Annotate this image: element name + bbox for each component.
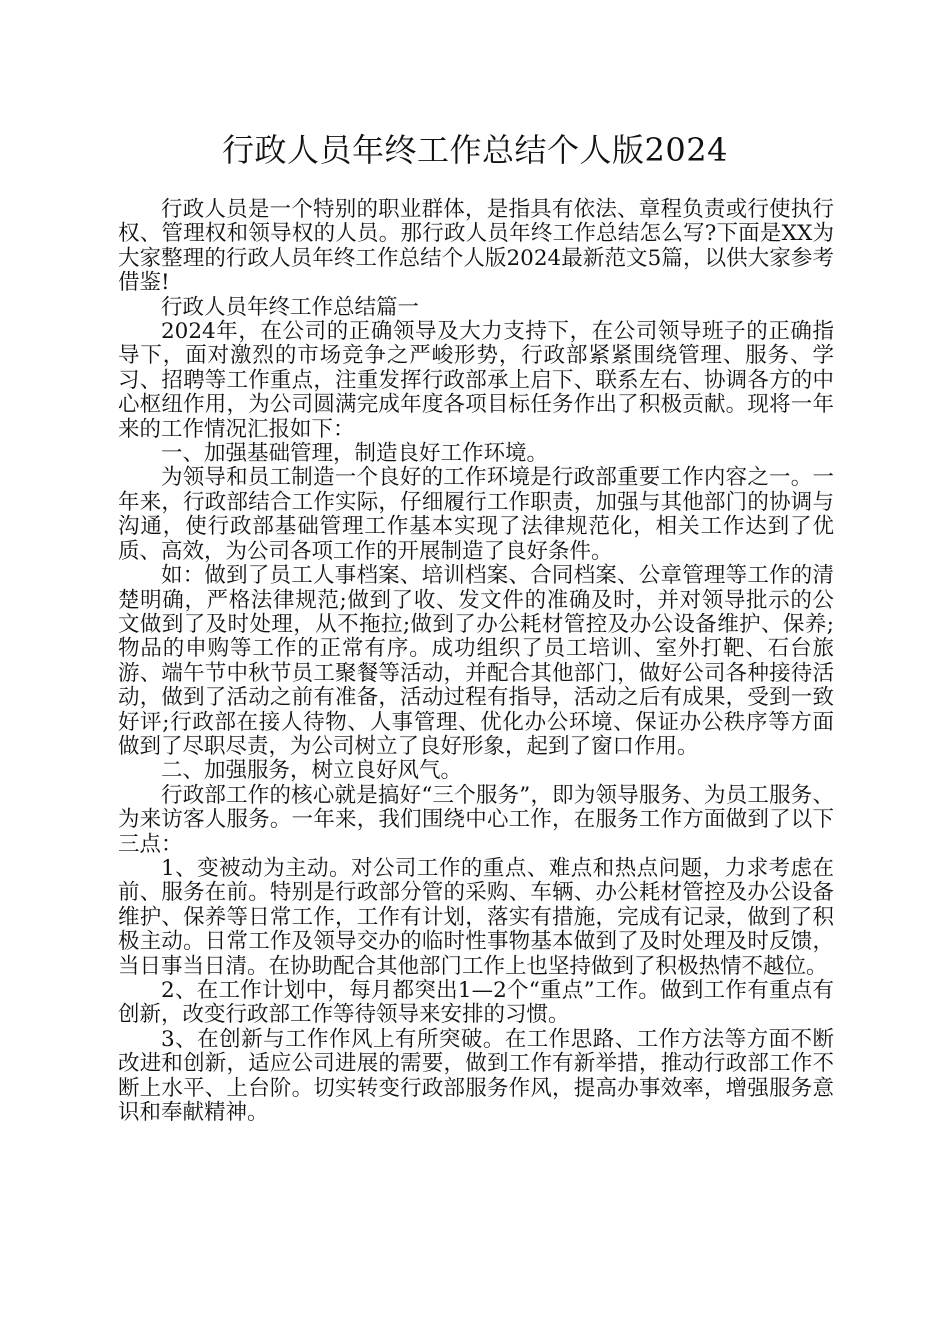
list-item: 1、变被动为主动。对公司工作的重点、难点和热点问题，力求考虑在前、服务在前。特别是行政部分管的采购、车辆、办公耗材管控及办公设备维护、保养等日常工作，工作有计划，落实有措施，完成有记录，做到了积极主动。日常工作及领导交办的临时性事物基本做到了及时处理及时反馈，当日事当日清。在协助配合其他部门工作上也坚持做到了积极热情不越位。 — [118, 855, 834, 979]
document-body — [118, 198, 834, 1125]
body-paragraph: 如：做到了员工人事档案、培训档案、合同档案、公章管理等工作的清楚明确，严格法律规范;做到了收、发文件的准确及时，并对领导批示的公文做到了及时处理，从不拖拉;做到了办公耗材管控及办公设备维护、保养;物品的申购等工作的正常有序。成功组织了员工培训、室外打靶、石台旅游、端午节中秋节员工聚餐等活动，并配合其他部门，做好公司各种接待活动，做到了活动之前有准备，活动过程有指导，活动之后有成果，受到一致好评;行政部在接人待物、人事管理、优化办公环境、保证办公秩序等方面做到了尽职尽责，为公司树立了良好形象，起到了窗口作用。 — [118, 563, 834, 759]
page-title: 行政人员年终工作总结个人版2024 — [222, 131, 728, 169]
body-paragraph: 行政部工作的核心就是搞好“三个服务”，即为领导服务、为员工服务、为来访客人服务。一年来，我们围绕中心工作，在服务工作方面做到了以下三点： — [118, 782, 834, 857]
list-item: 3、在创新与工作作风上有所突破。在工作思路、工作方法等方面不断改进和创新，适应公司进展的需要，做到工作有新举措，推动行政部工作不断上水平、上台阶。切实转变行政部服务作风，提高办事效率，增强服务意识和奉献精神。 — [118, 1026, 834, 1126]
body-paragraph: 为领导和员工制造一个良好的工作环境是行政部重要工作内容之一。一年来，行政部结合工作实际，仔细履行工作职责，加强与其他部门的协调与沟通，使行政部基础管理工作基本实现了法律规范化，相关工作达到了优质、高效，为公司各项工作的开展制造了良好条件。 — [118, 465, 834, 564]
body-paragraph: 2024年，在公司的正确领导及大力支持下，在公司领导班子的正确指导下，面对激烈的市场竞争之严峻形势，行政部紧紧围绕管理、服务、学习、招聘等工作重点，注重发挥行政部承上启下、联系左右、协调各方的中心枢纽作用，为公司圆满完成年度各项目标任务作出了积极贡献。现将一年来的工作情况汇报如下： — [118, 319, 834, 442]
subsection-heading: 二、加强服务，树立良好风气。 — [161, 758, 463, 784]
intro-paragraph: 行政人员是一个特别的职业群体，是指具有依法、章程负责或行使执行权、管理权和领导权的人员。那行政人员年终工作总结怎么写?下面是XX为大家整理的行政人员年终工作总结个人版2024最新范文5篇，以供大家参考借鉴! — [118, 197, 834, 296]
list-item: 2、在工作计划中，每月都突出1—2个“重点”工作。做到工作有重点有创新，改变行政部工作等待领导来安排的习惯。 — [118, 978, 834, 1028]
subsection-heading: 一、加强基础管理，制造良好工作环境。 — [161, 441, 549, 467]
section-heading: 行政人员年终工作总结篇一 — [161, 294, 420, 320]
